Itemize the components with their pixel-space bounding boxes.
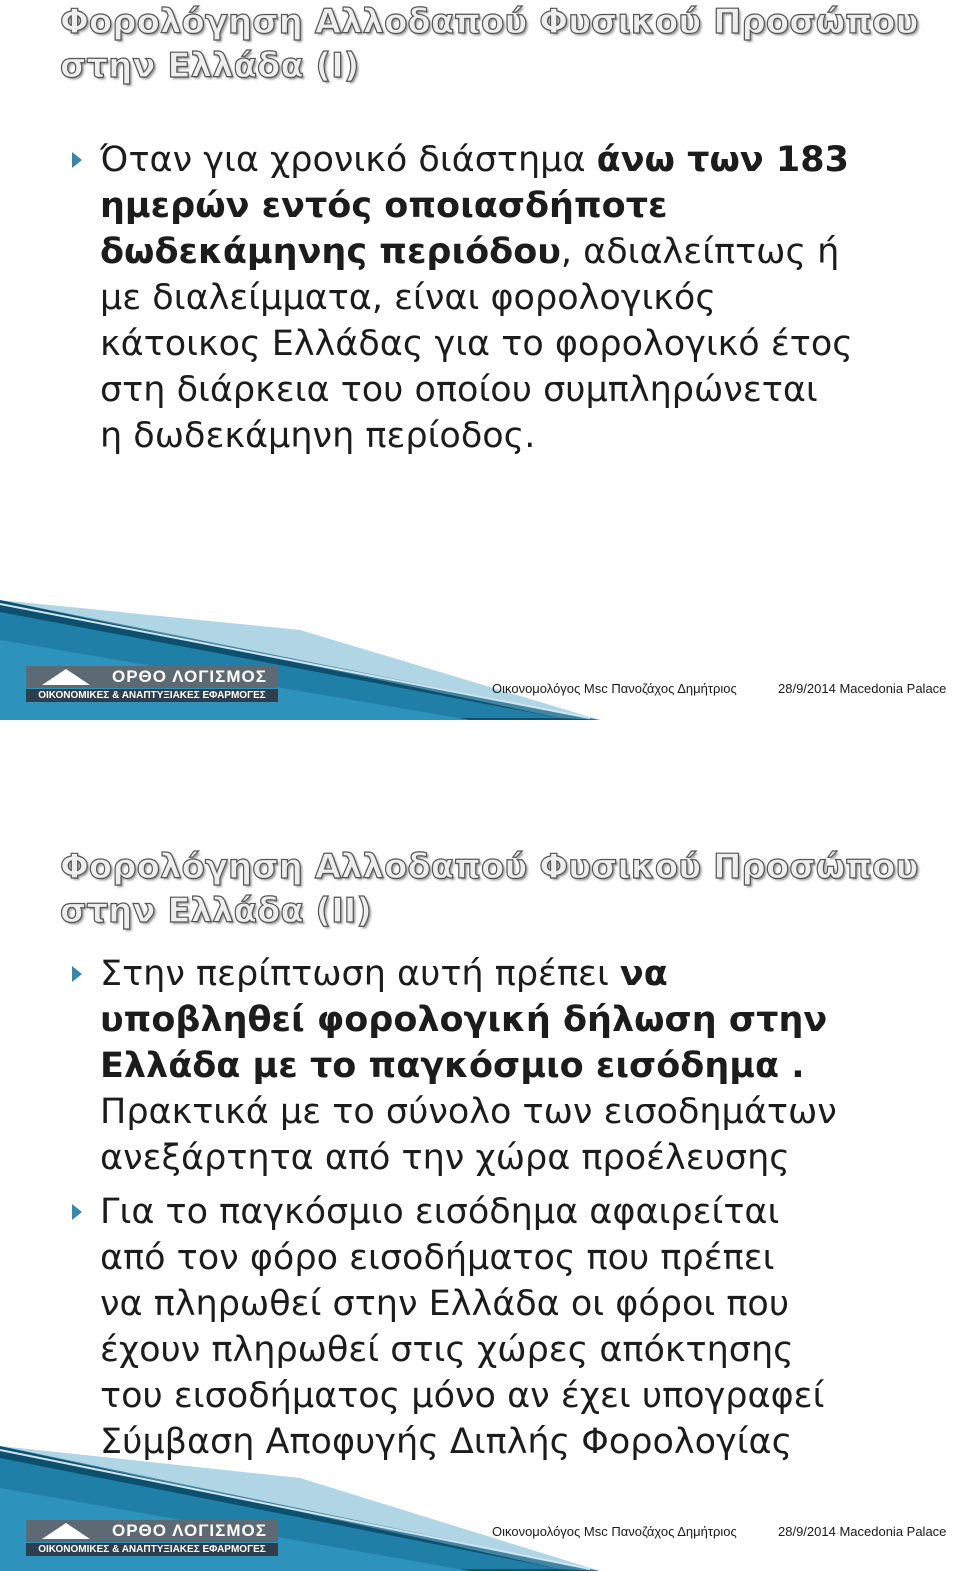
slide-1 bbox=[0, 0, 960, 720]
text-run: με διαλείμματα, είναι φορολογικός bbox=[100, 278, 716, 318]
bullet-arrow-icon bbox=[72, 966, 82, 982]
text-run: Όταν για χρονικό διάστημα bbox=[100, 140, 597, 180]
bullet-line bbox=[100, 1281, 942, 1327]
bullet-item bbox=[72, 1189, 942, 1465]
bullet-item bbox=[72, 137, 942, 459]
slide-title bbox=[60, 845, 918, 933]
bullet-line bbox=[100, 951, 942, 997]
bold-text-run: υποβληθεί φορολογική δήλωση στην bbox=[100, 1000, 828, 1040]
text-run: από τον φόρο εισοδήματος που πρέπει bbox=[100, 1238, 775, 1278]
bullet-line bbox=[100, 1135, 942, 1181]
bullet-line bbox=[100, 1089, 942, 1135]
logo-bottom-text: ΟΙΚΟΝΟΜΙΚΕΣ & ΑΝΑΠΤΥΞΙΑΚΕΣ ΕΦΑΡΜΟΓΕΣ bbox=[26, 1543, 278, 1556]
footer-date-venue: 28/9/2014 Macedonia Palace bbox=[778, 681, 947, 696]
bullet-line bbox=[100, 137, 942, 183]
text-run: κάτοικος Ελλάδας για το φορολογικό έτος bbox=[100, 324, 853, 364]
bullet-line bbox=[100, 367, 942, 413]
text-run: να πληρωθεί στην Ελλάδα οι φόροι που bbox=[100, 1284, 790, 1324]
text-run: Στην περίπτωση αυτή πρέπει bbox=[100, 954, 620, 994]
slide-body bbox=[72, 137, 942, 467]
bullet-line bbox=[100, 275, 942, 321]
bullet-arrow-icon bbox=[72, 1204, 82, 1220]
text-run: Για το παγκόσμιο εισόδημα αφαιρείται bbox=[100, 1192, 780, 1232]
title-line: στην Ελλάδα (I) bbox=[60, 46, 360, 86]
bullet-line bbox=[100, 1189, 942, 1235]
footer-author: Οικονομολόγος Msc Πανοζάχος Δημήτριος bbox=[492, 681, 737, 696]
slide-body bbox=[72, 951, 942, 1473]
text-run: , αδιαλείπτως ή bbox=[560, 232, 840, 272]
footer-date-venue: 28/9/2014 Macedonia Palace bbox=[778, 1524, 947, 1539]
ortho-logismos-logo bbox=[26, 1520, 278, 1556]
footer-wave-graphic bbox=[0, 600, 960, 720]
bullet-line bbox=[100, 183, 942, 229]
bullet-line bbox=[100, 997, 942, 1043]
bullet-line bbox=[100, 229, 942, 275]
bold-text-run: ημερών εντός οποιασδήποτε bbox=[100, 186, 668, 226]
slide-footer bbox=[0, 600, 960, 720]
bullet-line bbox=[100, 1235, 942, 1281]
text-run: στη διάρκεια του οποίου συμπληρώνεται bbox=[100, 370, 818, 410]
title-line: στην Ελλάδα (II) bbox=[60, 891, 372, 931]
text-run: ανεξάρτητα από την χώρα προέλευσης bbox=[100, 1138, 790, 1178]
slide-footer bbox=[0, 1446, 960, 1571]
bold-text-run: να bbox=[619, 954, 668, 994]
bullet-line bbox=[100, 1373, 942, 1419]
bullet-arrow-icon bbox=[72, 152, 82, 168]
text-run: έχουν πληρωθεί στις χώρες απόκτησης bbox=[100, 1330, 794, 1370]
text-run: η δωδεκάμηνη περίοδος. bbox=[100, 416, 536, 456]
text-run: του εισοδήματος μόνο αν έχει υπογραφεί bbox=[100, 1376, 825, 1416]
logo-bottom-text: ΟΙΚΟΝΟΜΙΚΕΣ & ΑΝΑΠΤΥΞΙΑΚΕΣ ΕΦΑΡΜΟΓΕΣ bbox=[26, 689, 278, 702]
slide-title bbox=[60, 0, 918, 88]
footer-author: Οικονομολόγος Msc Πανοζάχος Δημήτριος bbox=[492, 1524, 737, 1539]
title-line: Φορολόγηση Αλλοδαπού Φυσικού Προσώπου bbox=[60, 2, 919, 42]
text-run: Πρακτικά με το σύνολο των εισοδημάτων bbox=[100, 1092, 837, 1132]
logo-top-text: ΟΡΘΟ ΛΟΓΙΣΜΟΣ bbox=[112, 1521, 267, 1540]
bullet-item bbox=[72, 951, 942, 1181]
logo-top-text: ΟΡΘΟ ΛΟΓΙΣΜΟΣ bbox=[112, 667, 267, 686]
slide-2 bbox=[0, 845, 960, 1571]
bullet-line bbox=[100, 1327, 942, 1373]
bold-text-run: Ελλάδα με το παγκόσμιο εισόδημα . bbox=[100, 1046, 805, 1086]
title-line: Φορολόγηση Αλλοδαπού Φυσικού Προσώπου bbox=[60, 847, 919, 887]
bullet-line bbox=[100, 321, 942, 367]
bullet-line bbox=[100, 413, 942, 459]
ortho-logismos-logo bbox=[26, 666, 278, 702]
bold-text-run: δωδεκάμηνης περιόδου bbox=[100, 232, 561, 272]
bold-text-run: άνω των 183 bbox=[596, 140, 849, 180]
text-run: Σύμβαση Αποφυγής Διπλής Φορολογίας bbox=[100, 1422, 793, 1462]
bullet-line bbox=[100, 1043, 942, 1089]
